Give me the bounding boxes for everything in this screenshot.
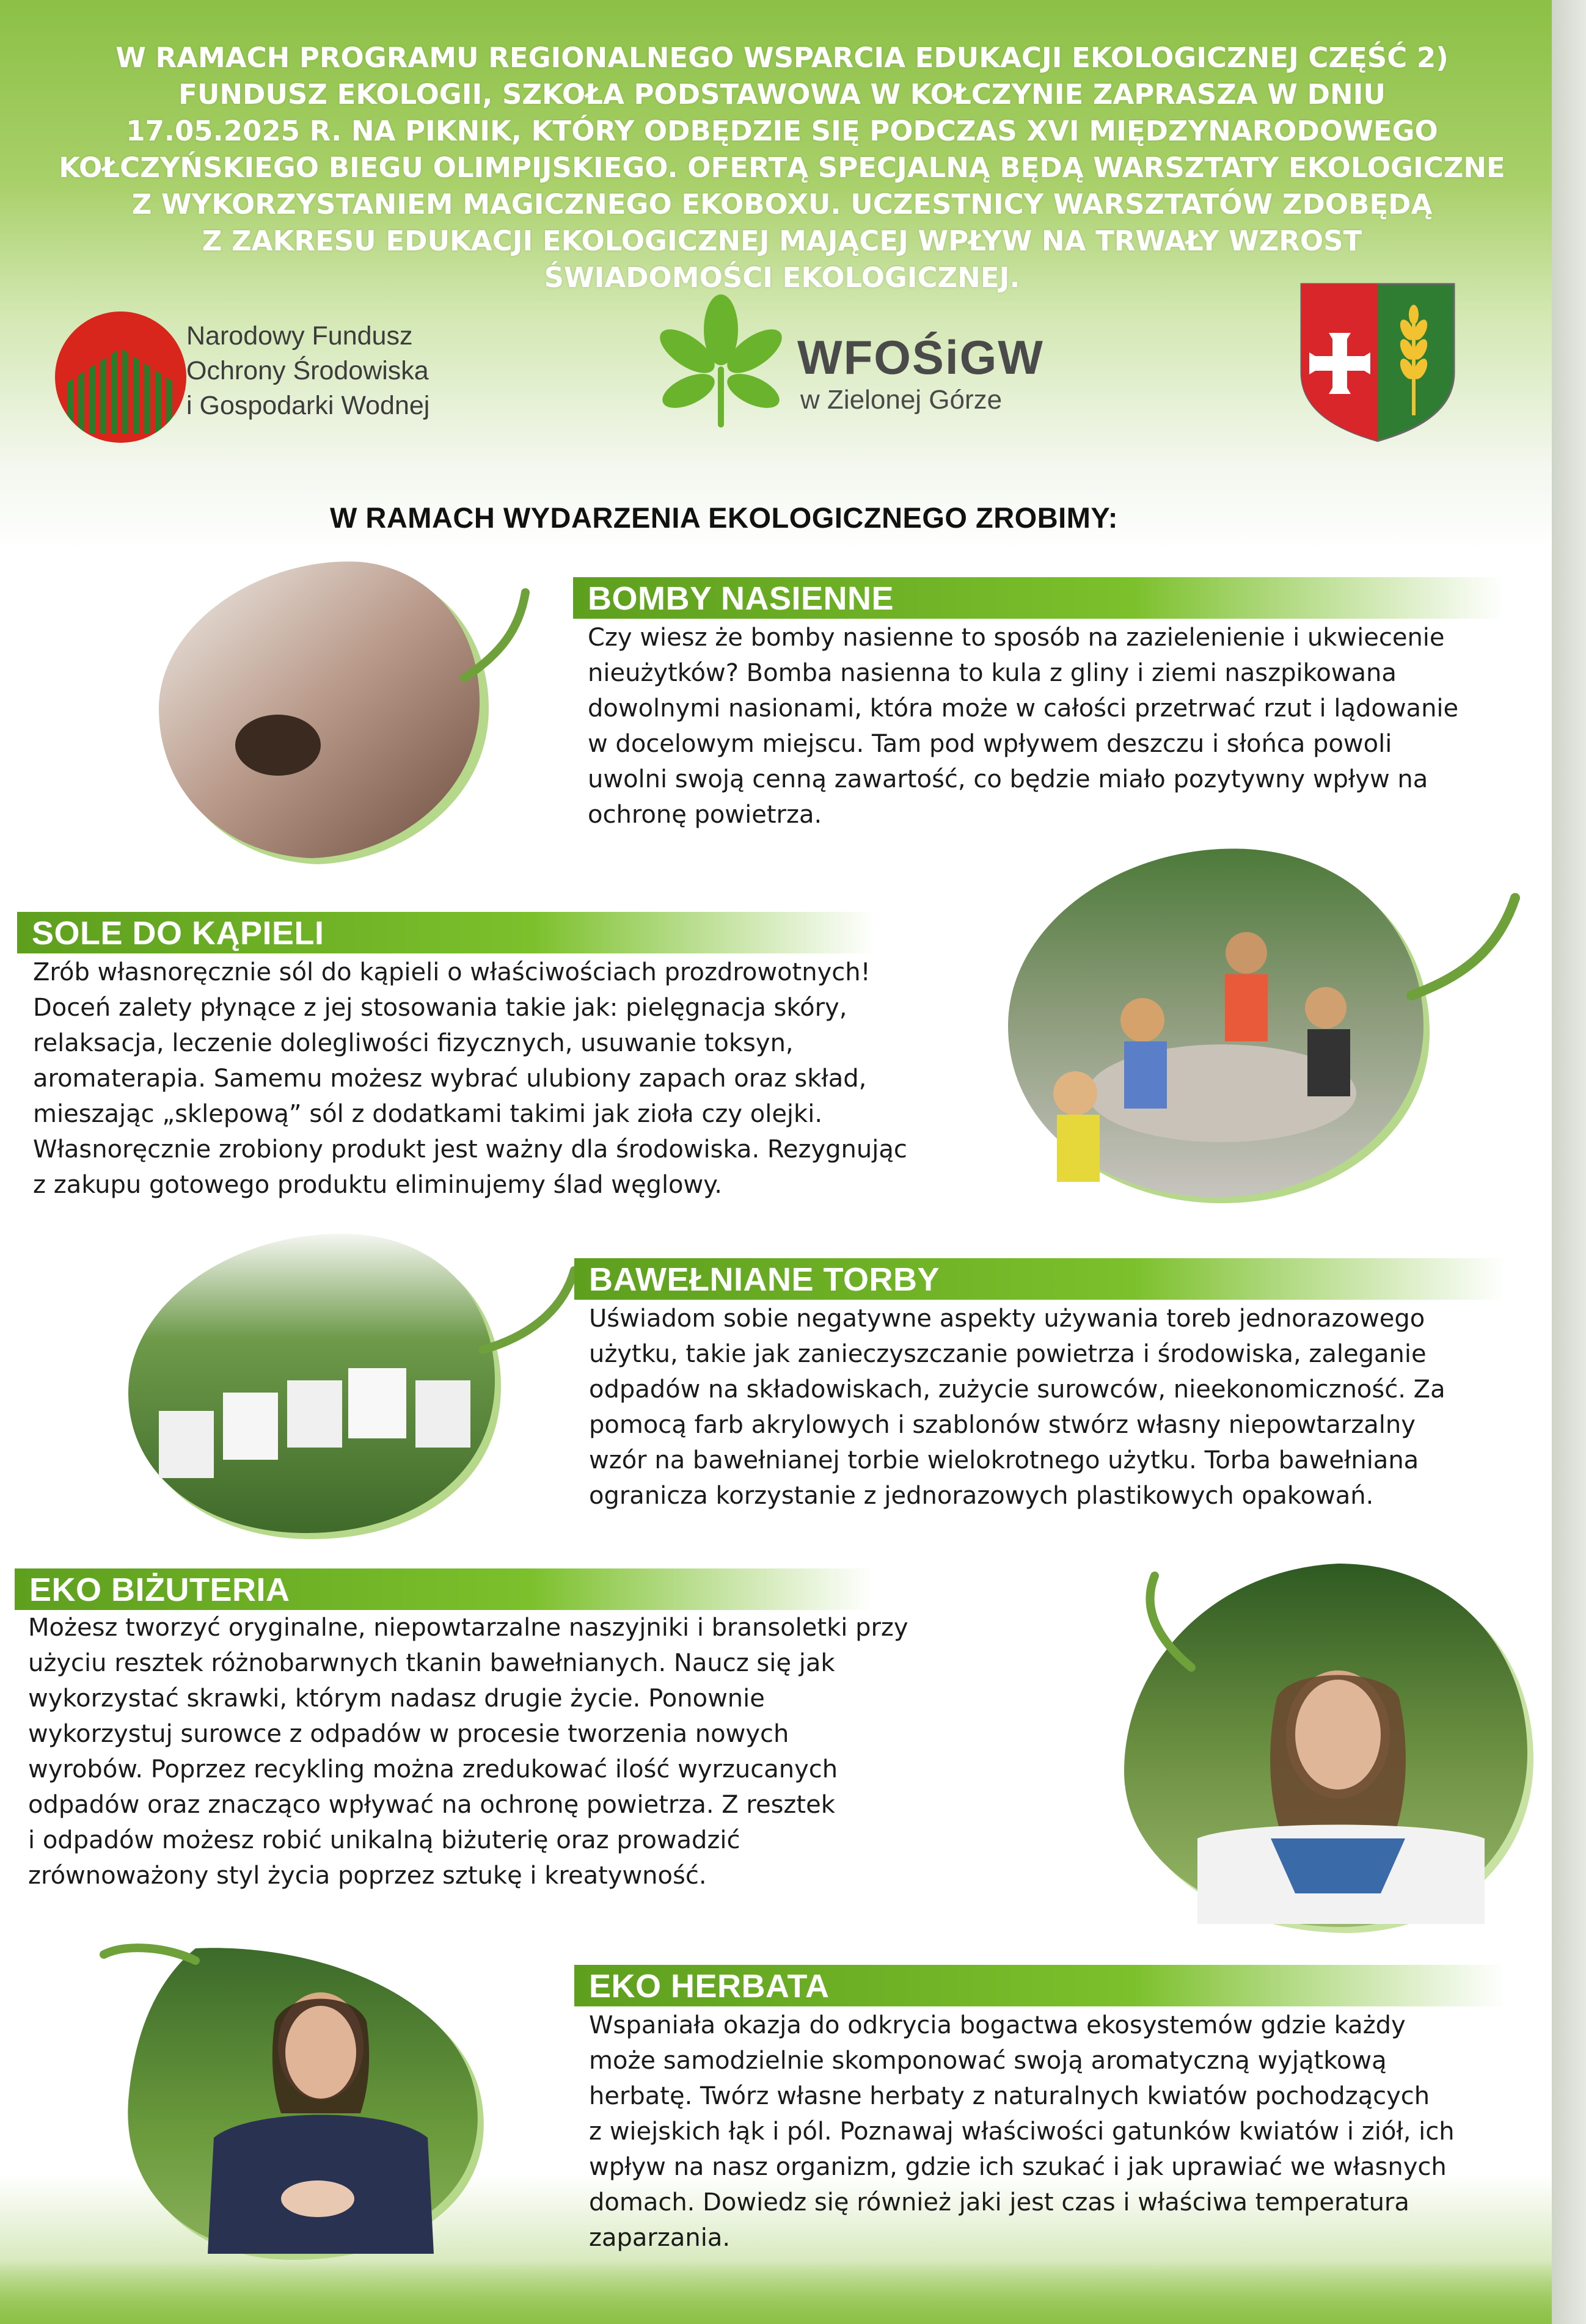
text-line: nieużytków? Bomba nasienna to kula z gliny i ziemi naszpikowana — [588, 659, 1397, 687]
text-line: Możesz tworzyć oryginalne, niepowtarzalne naszyjniki i bransoletki przy — [28, 1614, 908, 1642]
text-line: pomocą farb akrylowych i szablonów stwórz własny niepowtarzalny — [589, 1411, 1416, 1439]
section-title-bomby-nasienne: BOMBY NASIENNE — [573, 577, 1504, 619]
text-line: może samodzielnie skomponować swoją aromatyczną wyjątkową — [589, 2047, 1387, 2075]
chestnut-leaf-icon — [651, 293, 791, 434]
text-line: odpadów na składowiskach, zużycie surowców, nieekonomiczność. Za — [589, 1375, 1445, 1404]
wfosigw-title: WFOŚiGW — [797, 330, 1044, 384]
text-line: użytku, takie jak zanieczyszczanie powietrza i środowiska, zaleganie — [589, 1340, 1427, 1368]
text-line: Wspaniała okazja do odkrycia bogactwa ekosystemów gdzie każdy — [589, 2011, 1406, 2039]
text-line: wykorzystać skrawki, którym nadasz drugie życie. Ponownie — [28, 1685, 765, 1713]
intro-line: ŚWIADOMOŚCI EKOLOGICZNEJ. — [544, 261, 1020, 294]
nfosigw-name — [186, 319, 480, 423]
text-line: z zakupu gotowego produktu eliminujemy ślad węglowy. — [33, 1171, 722, 1199]
intro-line: Z WYKORZYSTANIEM MAGICZNEGO EKOBOXU. UCZESTNICY WARSZTATÓW ZDOBĘDĄ — [131, 188, 1433, 220]
activities-heading: W RAMACH WYDARZENIA EKOLOGICZNEGO ZROBIMY: — [330, 501, 1118, 534]
section-text-bomby-nasienne — [588, 620, 1516, 832]
section-text-eko-bizuteria — [28, 1610, 984, 1893]
text-line: zrównoważony styl życia poprzez sztukę i kreatywność. — [28, 1862, 707, 1890]
intro-line: KOŁCZYŃSKIEGO BIEGU OLIMPIJSKIEGO. OFERTĄ SPECJALNĄ BĘDĄ WARSZTATY EKOLOGICZNE — [59, 151, 1505, 184]
page-edge — [1552, 0, 1586, 2324]
text-line: Czy wiesz że bomby nasienne to sposób na zazielenienie i ukwiecenie — [588, 624, 1445, 652]
text-line: w docelowym miejscu. Tam pod wpływem deszczu i słońca powoli — [588, 730, 1392, 758]
text-line: wpływ na nasz organizm, gdzie ich szukać i jak uprawiać we własnych — [589, 2153, 1447, 2181]
wfosigw-subtitle: w Zielonej Górze — [800, 385, 1003, 415]
text-line: aromaterapia. Samemu możesz wybrać ulubiony zapach oraz skład, — [33, 1065, 867, 1093]
text-line: wzór na bawełnianej torbie wielokrotnego użytku. Torba bawełniana — [589, 1446, 1419, 1474]
intro-line: 17.05.2025 R. NA PIKNIK, KTÓRY ODBĘDZIE SIĘ PODCZAS XVI MIĘDZYNARODOWEGO — [126, 115, 1438, 147]
nfosigw-name-line: i Gospodarki Wodnej — [186, 391, 430, 420]
text-line: Zrób własnoręcznie sól do kąpieli o właściwościach prozdrowotnych! — [33, 958, 871, 986]
section-text-bawelniane-torby — [589, 1301, 1539, 1514]
leaf-photo-seed-bomb — [147, 556, 544, 873]
text-line: domach. Dowiedz się również jaki jest czas i właściwa temperatura — [589, 2188, 1409, 2217]
text-line: zaparzania. — [589, 2224, 731, 2252]
intro-text — [55, 40, 1509, 296]
section-title-eko-herbata: EKO HERBATA — [574, 1965, 1505, 2006]
text-line: mieszając „sklepową” sól z dodatkami takimi jak zioła czy olejki. — [33, 1100, 823, 1128]
text-line: uwolni swoją cenną zawartość, co będzie miało pozytywny wpływ na — [588, 765, 1428, 793]
leaf-photo-eco-tea — [92, 1936, 568, 2266]
nfosigw-name-line: Ochrony Środowiska — [186, 356, 429, 385]
text-line: z wiejskich łąk i pól. Poznawaj właściwości gatunków kwiatów i ziół, ich — [589, 2118, 1455, 2146]
text-line: ochronę powietrza. — [588, 801, 822, 829]
text-line: odpadów oraz znacząco wpływać na ochronę powietrza. Z resztek — [28, 1791, 835, 1819]
text-line: wyrobów. Poprzez recykling można zredukować ilość wyrzucanych — [28, 1755, 838, 1783]
section-title-bawelniane-torby: BAWEŁNIANE TORBY — [574, 1258, 1505, 1300]
footer-gradient — [0, 2260, 1552, 2324]
text-line: relaksacja, leczenie dolegliwości fizycznych, usuwanie toksyn, — [33, 1029, 794, 1057]
text-line: ogranicza korzystanie z jednorazowych plastikowych opakowań. — [589, 1482, 1374, 1510]
text-line: herbatę. Twórz własne herbaty z naturalnych kwiatów pochodzących — [589, 2082, 1430, 2110]
wfosigw-logo — [651, 293, 1066, 440]
nfosigw-logo — [55, 311, 470, 452]
section-title-eko-bizuteria: EKO BIŻUTERIA — [15, 1568, 872, 1610]
coat-of-arms-icon — [1298, 281, 1457, 443]
nfosigw-emblem-icon — [55, 311, 186, 443]
section-title-sole-do-kapieli: SOLE DO KĄPIELI — [17, 912, 875, 953]
text-line: dowolnymi nasionami, która może w całości przetrwać rzut i lądowanie — [588, 694, 1459, 723]
intro-line: W RAMACH PROGRAMU REGIONALNEGO WSPARCIA EDUKACJI EKOLOGICZNEJ CZĘŚĆ 2) — [115, 42, 1449, 74]
text-line: użyciu resztek różnobarwnych tkanin bawełnianych. Naucz się jak — [28, 1649, 835, 1677]
leaf-photo-tote-bags — [122, 1228, 587, 1545]
section-text-eko-herbata — [589, 2008, 1542, 2256]
intro-line: FUNDUSZ EKOLOGII, SZKOŁA PODSTAWOWA W KOŁCZYNIE ZAPRASZA W DNIU — [178, 78, 1386, 111]
nfosigw-name-line: Narodowy Fundusz — [186, 321, 413, 351]
leaf-photo-bath-salts — [990, 837, 1527, 1215]
section-text-sole-do-kapieli — [33, 955, 977, 1203]
leaf-photo-eco-jewellery — [1118, 1551, 1546, 1942]
intro-line: Z ZAKRESU EDUKACJI EKOLOGICZNEJ MAJĄCEJ WPŁYW NA TRWAŁY WZROST — [202, 225, 1362, 257]
text-line: Doceń zalety płynące z jej stosowania takie jak: pielęgnacja skóry, — [33, 994, 847, 1022]
text-line: Własnoręcznie zrobiony produkt jest ważny dla środowiska. Rezygnując — [33, 1135, 907, 1164]
text-line: Uświadom sobie negatywne aspekty używania toreb jednorazowego — [589, 1305, 1425, 1333]
text-line: i odpadów możesz robić unikalną biżuterię oraz prowadzić — [28, 1826, 740, 1854]
text-line: wykorzystuj surowce z odpadów w procesie tworzenia nowych — [28, 1720, 789, 1748]
